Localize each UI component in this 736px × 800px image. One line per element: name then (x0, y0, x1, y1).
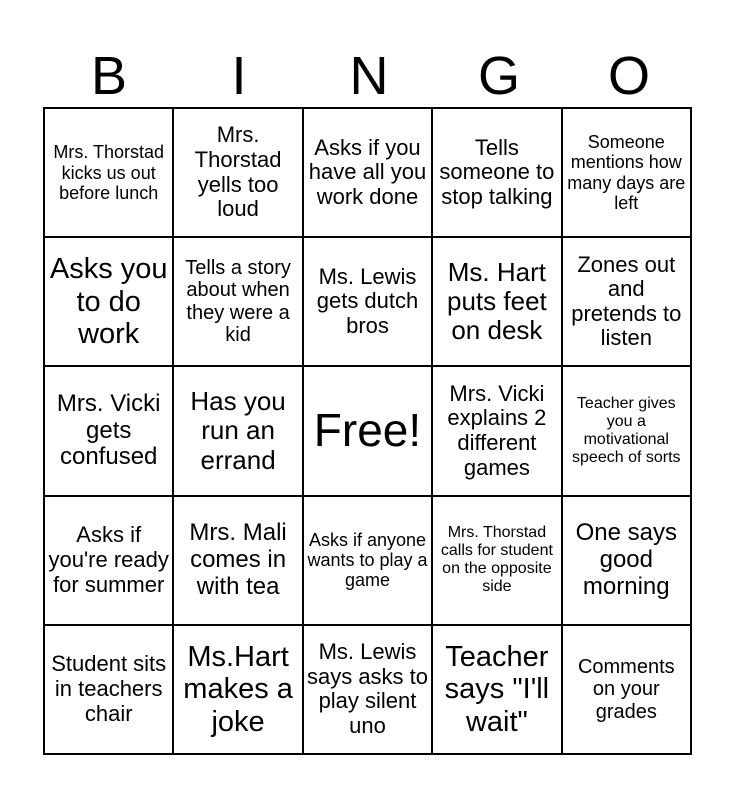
bingo-cell-r3c4[interactable]: Mrs. Vicki explains 2 different games (432, 366, 561, 495)
bingo-cell-r2c1[interactable]: Asks you to do work (44, 237, 173, 366)
bingo-cell-r3c5[interactable]: Teacher gives you a motivational speech of sorts (562, 366, 691, 495)
bingo-cell-r4c3[interactable]: Asks if anyone wants to play a game (303, 496, 432, 625)
header-letter-i: I (231, 46, 247, 106)
header-letter-g: G (477, 46, 520, 106)
bingo-cell-r2c3[interactable]: Ms. Lewis gets dutch bros (303, 237, 432, 366)
bingo-cell-r3c2[interactable]: Has you run an errand (173, 366, 302, 495)
bingo-cell-r4c1[interactable]: Asks if you're ready for summer (44, 496, 173, 625)
bingo-cell-r4c5[interactable]: One says good morning (562, 496, 691, 625)
bingo-cell-r1c2[interactable]: Mrs. Thorstad yells too loud (173, 108, 302, 237)
bingo-cell-r2c2[interactable]: Tells a story about when they were a kid (173, 237, 302, 366)
bingo-cell-r5c1[interactable]: Student sits in teachers chair (44, 625, 173, 754)
bingo-cell-r5c4[interactable]: Teacher says "I'll wait" (432, 625, 561, 754)
bingo-cell-r2c4[interactable]: Ms. Hart puts feet on desk (432, 237, 561, 366)
bingo-cell-r2c5[interactable]: Zones out and pretends to listen (562, 237, 691, 366)
bingo-cell-r1c5[interactable]: Someone mentions how many days are left (562, 108, 691, 237)
bingo-cell-r1c4[interactable]: Tells someone to stop talking (432, 108, 561, 237)
bingo-cell-free[interactable]: Free! (303, 366, 432, 495)
bingo-card-grid (43, 107, 692, 755)
bingo-cell-r4c4[interactable]: Mrs. Thorstad calls for student on the opposite side (432, 496, 561, 625)
bingo-cell-r3c1[interactable]: Mrs. Vicki gets confused (44, 366, 173, 495)
bingo-cell-r5c3[interactable]: Ms. Lewis says asks to play silent uno (303, 625, 432, 754)
bingo-cell-r1c3[interactable]: Asks if you have all you work done (303, 108, 432, 237)
bingo-cell-r4c2[interactable]: Mrs. Mali comes in with tea (173, 496, 302, 625)
bingo-header (44, 46, 694, 106)
header-letter-b: B (90, 46, 128, 106)
header-letter-n: N (349, 46, 389, 106)
bingo-cell-r1c1[interactable]: Mrs. Thorstad kicks us out before lunch (44, 108, 173, 237)
header-letter-o: O (607, 46, 650, 106)
bingo-cell-r5c5[interactable]: Comments on your grades (562, 625, 691, 754)
bingo-cell-r5c2[interactable]: Ms.Hart makes a joke (173, 625, 302, 754)
